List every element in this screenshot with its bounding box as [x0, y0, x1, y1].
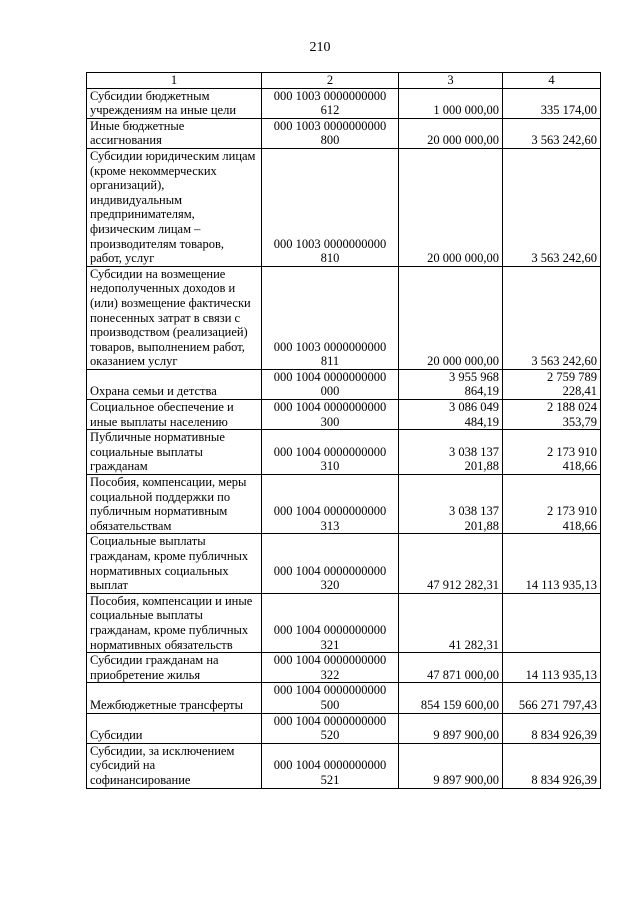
row-value-line: 418,66 [562, 518, 597, 533]
row-code [262, 534, 399, 593]
row-value-col4 [503, 400, 601, 430]
row-code-code1: 000 1004 0000000000 [273, 758, 387, 773]
column-header-1: 1 [87, 73, 262, 89]
row-code-code2: 313 [320, 518, 340, 533]
row-code [262, 400, 399, 430]
row-value-line: 20 000 000,00 [427, 133, 499, 148]
table-row [87, 534, 601, 593]
row-name: Публичные нормативные социальные выплаты гражданам [87, 430, 262, 475]
row-value-line: 20 000 000,00 [427, 251, 499, 266]
budget-table [86, 72, 601, 789]
table-header-row [87, 73, 601, 89]
table-row [87, 593, 601, 652]
row-name: Пособия, компенсации и иные социальные выплаты гражданам, кроме публичных нормативных обязательств [87, 593, 262, 652]
row-code [262, 118, 399, 148]
row-value-col3 [399, 88, 503, 118]
row-value-col4 [503, 534, 601, 593]
row-value-col3 [399, 743, 503, 788]
row-code-code2: 612 [320, 103, 340, 118]
row-value-col3 [399, 475, 503, 534]
row-code-code2: 320 [320, 578, 340, 593]
row-value-col3 [399, 369, 503, 399]
row-code-code2: 521 [320, 772, 340, 787]
row-value-col4 [503, 683, 601, 713]
row-value-col4 [503, 653, 601, 683]
row-value-line: 3 086 049 [449, 400, 499, 415]
row-value-col4 [503, 148, 601, 266]
table-row [87, 430, 601, 475]
table-row [87, 475, 601, 534]
row-code [262, 713, 399, 743]
row-value-line: 2 173 910 [547, 444, 597, 459]
row-value-line: 3 563 242,60 [531, 133, 597, 148]
row-name: Социальное обеспечение и иные выплаты населению [87, 400, 262, 430]
row-code-code1: 000 1003 0000000000 [273, 88, 387, 103]
row-value-line: 8 834 926,39 [531, 728, 597, 743]
row-value-col3 [399, 266, 503, 369]
row-value-line: 3 563 242,60 [531, 251, 597, 266]
table-row [87, 369, 601, 399]
row-value-line: 353,79 [562, 414, 597, 429]
row-code-code1: 000 1003 0000000000 [273, 118, 387, 133]
row-value-line: 3 038 137 [449, 504, 499, 519]
table-row [87, 653, 601, 683]
row-code-code1: 000 1004 0000000000 [273, 713, 387, 728]
row-code-code1: 000 1004 0000000000 [273, 622, 387, 637]
row-value-col4 [503, 475, 601, 534]
row-value-line: 8 834 926,39 [531, 772, 597, 787]
row-value-col3 [399, 534, 503, 593]
row-code-code2: 321 [320, 637, 340, 652]
table-row [87, 88, 601, 118]
row-code [262, 743, 399, 788]
row-value-line: 1 000 000,00 [433, 103, 499, 118]
row-value-line: 566 271 797,43 [518, 697, 597, 712]
row-value-line: 3 955 968 [449, 369, 499, 384]
row-name: Межбюджетные трансферты [87, 683, 262, 713]
row-code [262, 653, 399, 683]
row-code [262, 430, 399, 475]
row-name: Субсидии бюджетным учреждениям на иные цели [87, 88, 262, 118]
row-code [262, 369, 399, 399]
row-value-col3 [399, 118, 503, 148]
row-code-code2: 811 [320, 354, 340, 369]
row-code [262, 88, 399, 118]
row-value-line: 3 038 137 [449, 444, 499, 459]
row-code-code2: 520 [320, 728, 340, 743]
row-value-col3 [399, 713, 503, 743]
row-value-line: 47 871 000,00 [427, 667, 499, 682]
row-name: Охрана семьи и детства [87, 369, 262, 399]
row-code-code2: 310 [320, 459, 340, 474]
row-value-col4 [503, 593, 601, 652]
table-row [87, 118, 601, 148]
table-row [87, 713, 601, 743]
row-code [262, 475, 399, 534]
row-code-code2: 000 [320, 384, 340, 399]
row-name: Субсидии, за исключением субсидий на софинансирование [87, 743, 262, 788]
column-header-4: 4 [503, 73, 601, 89]
row-name: Пособия, компенсации, меры социальной поддержки по публичным нормативным обязательствам [87, 475, 262, 534]
table-row [87, 148, 601, 266]
row-code-code2: 500 [320, 697, 340, 712]
row-name: Субсидии юридическим лицам (кроме некоммерческих организаций), индивидуальным предпринимателям, физическим лицам – производителям товаров, работ, услуг [87, 148, 262, 266]
row-code-code1: 000 1004 0000000000 [273, 444, 387, 459]
row-name: Социальные выплаты гражданам, кроме публичных нормативных социальных выплат [87, 534, 262, 593]
column-header-3: 3 [399, 73, 503, 89]
row-name: Субсидии [87, 713, 262, 743]
row-value-line: 2 173 910 [547, 504, 597, 519]
row-value-line: 14 113 935,13 [525, 578, 597, 593]
row-value-line: 484,19 [464, 414, 499, 429]
row-name: Субсидии на возмещение недополученных доходов и (или) возмещение фактически понесенных затрат в связи с производством (реализацией) товаров, выполнением работ, оказанием услуг [87, 266, 262, 369]
row-code-code1: 000 1004 0000000000 [273, 653, 387, 668]
column-header-2: 2 [262, 73, 399, 89]
row-value-col3 [399, 683, 503, 713]
row-value-col4 [503, 743, 601, 788]
table-row [87, 683, 601, 713]
table-row [87, 266, 601, 369]
row-value-line: 9 897 900,00 [433, 772, 499, 787]
row-name: Субсидии гражданам на приобретение жилья [87, 653, 262, 683]
row-code-code2: 800 [320, 133, 340, 148]
row-value-line: 2 188 024 [547, 400, 597, 415]
row-value-line: 9 897 900,00 [433, 728, 499, 743]
row-value-line: 3 563 242,60 [531, 354, 597, 369]
row-value-line: 418,66 [562, 459, 597, 474]
row-code-code1: 000 1003 0000000000 [273, 236, 387, 251]
row-code [262, 593, 399, 652]
row-value-col4 [503, 369, 601, 399]
table-row [87, 400, 601, 430]
row-code-code1: 000 1004 0000000000 [273, 504, 387, 519]
row-value-line: 2 759 789 [547, 369, 597, 384]
table-row [87, 743, 601, 788]
row-value-line: 864,19 [464, 384, 499, 399]
row-value-line: 47 912 282,31 [427, 578, 499, 593]
row-code-code1: 000 1003 0000000000 [273, 339, 387, 354]
row-code-code2: 810 [320, 251, 340, 266]
row-value-line: 854 159 600,00 [420, 697, 499, 712]
page-number: 210 [309, 40, 331, 55]
row-code-code1: 000 1004 0000000000 [273, 400, 387, 415]
row-code-code1: 000 1004 0000000000 [273, 683, 387, 698]
row-name: Иные бюджетные ассигнования [87, 118, 262, 148]
row-value-line: 335 174,00 [540, 103, 597, 118]
row-code-code2: 322 [320, 667, 340, 682]
row-value-line: 20 000 000,00 [427, 354, 499, 369]
row-value-col4 [503, 88, 601, 118]
row-code [262, 683, 399, 713]
row-code-code1: 000 1004 0000000000 [273, 563, 387, 578]
row-value-line: 228,41 [562, 384, 597, 399]
row-code [262, 148, 399, 266]
row-value-col3 [399, 593, 503, 652]
row-value-col3 [399, 653, 503, 683]
row-value-col4 [503, 713, 601, 743]
row-value-col3 [399, 400, 503, 430]
row-value-col4 [503, 118, 601, 148]
row-value-line: 41 282,31 [449, 637, 499, 652]
row-value-line: 14 113 935,13 [525, 667, 597, 682]
row-value-col4 [503, 266, 601, 369]
row-code-code2: 300 [320, 414, 340, 429]
row-value-line: 201,88 [464, 518, 499, 533]
row-value-col3 [399, 430, 503, 475]
row-value-col4 [503, 430, 601, 475]
row-code-code1: 000 1004 0000000000 [273, 369, 387, 384]
row-code [262, 266, 399, 369]
row-value-line: 201,88 [464, 459, 499, 474]
row-value-col3 [399, 148, 503, 266]
